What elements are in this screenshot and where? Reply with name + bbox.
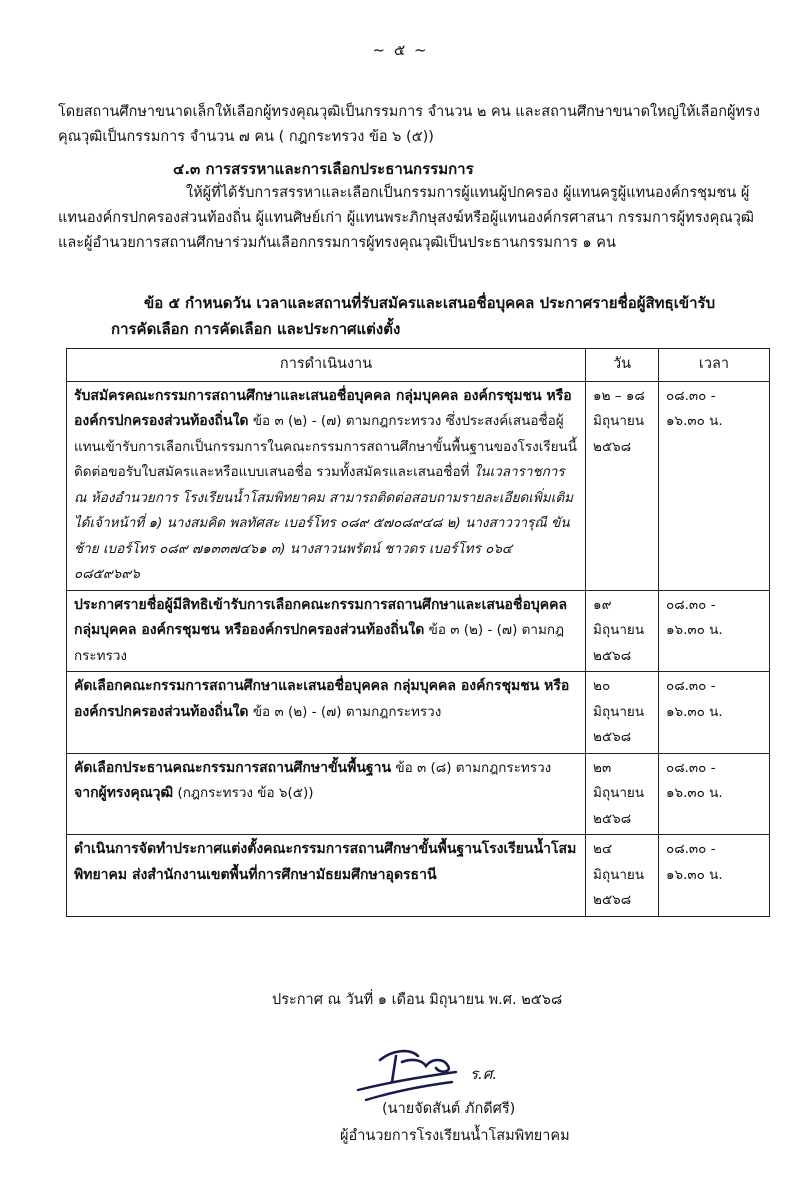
- table-row: [67, 672, 770, 754]
- header-time: เวลา: [658, 349, 769, 382]
- table-row: [67, 381, 770, 590]
- date-year: ๒๕๖๘: [593, 438, 632, 455]
- time-cell: [658, 381, 769, 590]
- activity-bold-2: จากผู้ทรงคุณวุฒิ: [74, 785, 174, 801]
- date-day: ๑๙: [593, 596, 612, 613]
- date-cell: [586, 672, 659, 754]
- time-end: ๑๖.๓๐ น.: [665, 703, 723, 720]
- date-year: ๒๕๖๘: [593, 810, 632, 827]
- date-month: มิถุนายน: [593, 413, 645, 429]
- date-day: ๒๐: [593, 678, 611, 694]
- section-4-3-heading: ๔.๓ การสรรหาและการเลือกประธานกรรมการ: [173, 160, 474, 178]
- table-header-row: [67, 349, 770, 382]
- activity-bold: รับสมัครคณะกรรมการสถานศึกษาและเสนอชื่อบุคคล กลุ่มบุคคล องค์กรชุมชน หรือองค์กรปกครองส่วนท้องถิ่นใด: [74, 387, 572, 429]
- date-day: ๒๔: [593, 841, 613, 857]
- activity-cell: [67, 753, 586, 835]
- date-day: ๑๒ – ๑๘: [593, 387, 645, 404]
- date-cell: [586, 381, 659, 590]
- time-end: ๑๖.๓๐ น.: [665, 785, 723, 801]
- page-number: ~ ๕ ~: [372, 41, 429, 59]
- activity-bold: ดำเนินการจัดทำประกาศแต่งตั้งคณะกรรมการสถานศึกษาขั้นพื้นฐานโรงเรียนน้ำโสมพิทยาคม ส่งสำนักงานเขตพื้นที่การศึกษามัธยมศึกษาอุดรธานี: [74, 841, 577, 883]
- date-cell: [586, 753, 659, 835]
- activity-italic: ในเวลาราชการ ณ ห้องอำนวยการ โรงเรียนน้ำโสมพิทยาคม สามารถติดต่อสอบถามรายละเอียดเพิ่มเติมได้เจ้าหน้าที่ ๑) นางสมคิด พลทัศสะ เบอร์โทร ๐๘๙ ๕๗๐๘๙๔๘ ๒) นางสาววารุณี ขันช้าย เบอร์โทร ๐๘๙ ๗๑๓๓๗๔๖๑ ๓) นางสาวนพรัตน์ ชาวดร เบอร์โทร ๐๖๔ ๐๘๕๙๖๙๖: [74, 464, 573, 582]
- table-row: [67, 835, 770, 917]
- header-activity: การดำเนินงาน: [67, 349, 586, 382]
- activity-cell: [67, 381, 586, 590]
- section-5-heading: [111, 290, 784, 342]
- date-year: ๒๕๖๘: [593, 729, 632, 745]
- activity-text: ข้อ ๓ (๒) - (๗) ตามกฎกระทรวง: [74, 622, 565, 664]
- time-end: ๑๖.๓๐ น.: [665, 866, 723, 883]
- signatory-name: (นายจัดสันต์ ภักดีศรี): [382, 1101, 516, 1117]
- time-start: ๐๘.๓๐ -: [665, 596, 716, 613]
- table-row: [67, 753, 770, 835]
- announcement-date: ประกาศ ณ วันที่ ๑ เดือน มิถุนายน พ.ศ. ๒๕๖๘: [272, 992, 563, 1008]
- header-date: วัน: [586, 349, 659, 382]
- time-start: ๐๘.๓๐ -: [665, 759, 716, 776]
- activity-cell: [67, 835, 586, 917]
- activity-text: ข้อ ๓ (๒) - (๗) ตามกฎกระทรวง: [248, 703, 442, 720]
- date-cell: [586, 590, 659, 672]
- time-cell: [658, 835, 769, 917]
- date-year: ๒๕๖๘: [593, 647, 632, 664]
- signature-postscript: ร.ศ.: [470, 1065, 498, 1083]
- time-cell: [658, 753, 769, 835]
- date-cell: [586, 835, 659, 917]
- time-start: ๐๘.๓๐ -: [665, 387, 716, 404]
- date-month: มิถุนายน: [593, 785, 645, 801]
- time-end: ๑๖.๓๐ น.: [665, 622, 723, 638]
- time-end: ๑๖.๓๐ น.: [665, 413, 723, 429]
- activity-bold: คัดเลือกคณะกรรมการสถานศึกษาและเสนอชื่อบุคคล กลุ่มบุคคล องค์กรชุมชน หรือองค์กรปกครองส่วนท้องถิ่นใด: [74, 678, 570, 720]
- section-5-line2: การคัดเลือก การคัดเลือก และประกาศแต่งตั้ง: [111, 320, 401, 338]
- time-cell: [658, 590, 769, 672]
- signatory-title: ผู้อำนวยการโรงเรียนน้ำโสมพิทยาคม: [340, 1128, 570, 1144]
- section-5-line1: ข้อ ๕ กำหนดวัน เวลาและสถานที่รับสมัครและเสนอชื่อบุคคล ประกาศรายชื่อผู้สิทธฺเข้ารับ: [144, 294, 716, 312]
- activity-cell: [67, 590, 586, 672]
- time-cell: [658, 672, 769, 754]
- time-start: ๐๘.๓๐ -: [665, 678, 716, 694]
- activity-text: ข้อ ๓ (๘) ตามกฎกระทรวง: [391, 759, 552, 776]
- activity-cell: [67, 672, 586, 754]
- date-month: มิถุนายน: [593, 866, 645, 883]
- activity-bold: ประกาศรายชื่อผู้มีสิทธิเข้ารับการเลือกคณะกรรมการสถานศึกษาและเสนอชื่อบุคคล กลุ่มบุคคล องค์กรชุมชน หรือองค์กรปกครองส่วนท้องถิ่นใด: [74, 596, 568, 638]
- activity-bold: คัดเลือกประธานคณะกรรมการสถานศึกษาขั้นพื้นฐาน: [74, 759, 392, 776]
- date-month: มิถุนายน: [593, 703, 645, 720]
- schedule-table: [66, 348, 770, 917]
- table-row: [67, 590, 770, 672]
- date-month: มิถุนายน: [593, 622, 645, 638]
- section-4-3-body: ให้ผู้ที่ได้รับการสรรหาและเลือกเป็นกรรมการผู้แทนผู้ปกครอง ผู้แทนครูผู้แทนองค์กรชุมชน ผู้แทนองค์กรปกครองส่วนท้องถิ่น ผู้แทนศิษย์เก่า ผู้แทนพระภิกษุสงฆ์หรือผู้แทนองค์กรศาสนา กรรมการผู้ทรงคุณวุฒิและผู้อำนวยการสถานศึกษาร่วมกันเลือกกรรมการผู้ทรงคุณวุฒิเป็นประธานกรรมการ ๑ คน: [58, 185, 754, 251]
- date-day: ๒๓: [593, 759, 612, 776]
- date-year: ๒๕๖๘: [593, 892, 632, 908]
- time-start: ๐๘.๓๐ -: [665, 841, 716, 857]
- activity-text: ข้อ ๓ (๒) - (๗) ตามกฎกระทรวง ซึ่งประสงค์เสนอชื่อผู้แทนเข้ารับการเลือกเป็นกรรมการในคณะกรรมการสถานศึกษาขั้นพื้นฐานของโรงเรียนนี้ ติดต่อขอรับใบสมัครและหรือแบบเสนอชื่อ รวมทั้งสมัครและเสนอชื่อที่: [74, 413, 577, 480]
- intro-paragraph: โดยสถานศึกษาขนาดเล็กให้เลือกผู้ทรงคุณวุฒิเป็นกรรมการ จำนวน ๒ คน และสถานศึกษาขนาดใหญ่ให้เลือกผู้ทรงคุณวุฒิเป็นกรรมการ จำนวน ๗ คน ( กฎกระทรวง ข้อ ๖ (๕)): [58, 104, 760, 145]
- activity-text-2: (กฎกระทรวง ข้อ ๖(๕)): [173, 785, 314, 801]
